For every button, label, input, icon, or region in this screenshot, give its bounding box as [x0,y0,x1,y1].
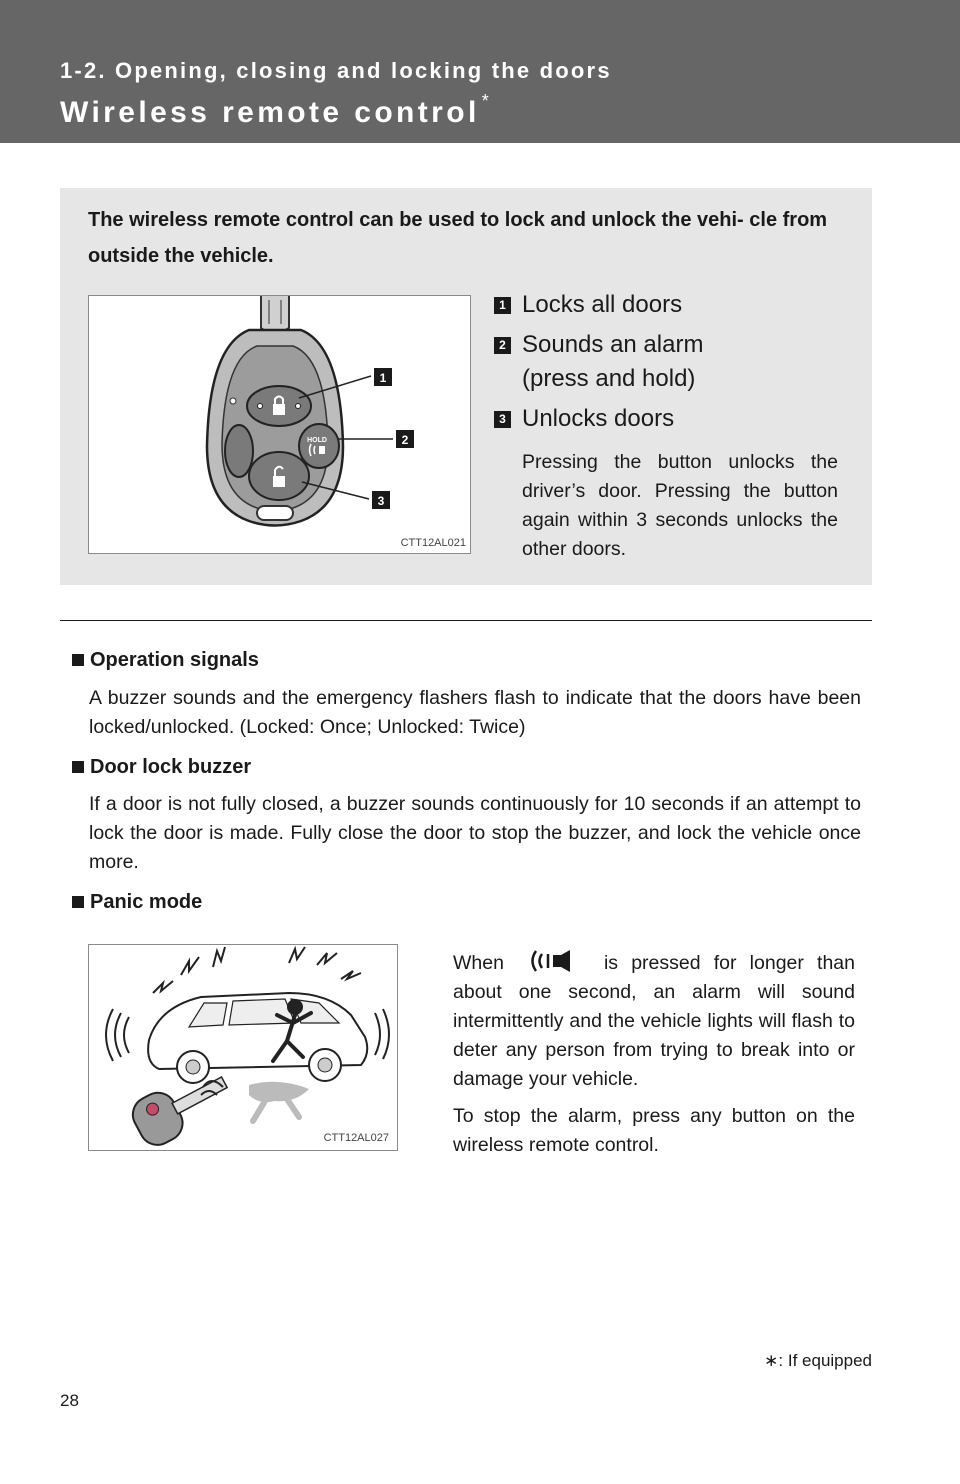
page-title [60,91,493,130]
item-body-operation-signals: A buzzer sounds and the emergency flashers flash to indicate that the doors have been locked/unlocked. (Locked: Once; Unlocked: Twice) [89,687,861,738]
intro-box [60,188,872,585]
item-heading-door-lock-buzzer: Door lock buzzer [72,756,251,779]
panic-car-illustration [89,945,397,1150]
callout-label: Sounds an alarm (press and hold) [522,331,704,392]
page-title-text: Wireless remote control [60,96,480,129]
section-label: 1-2. Opening, closing and locking the doors [60,58,612,83]
callout-marker-2 [396,430,414,448]
unlock-note: Pressing the button unlocks the driver’s door. Pressing the button again within 3 seconds unlocks the other doors. [522,451,838,560]
panic-paragraph: When is pressed for longer than about one second, an alarm will sound intermittently and the vehicle lights will flash to deter any person from trying to break into or damage your vehicle. [453,948,855,1094]
remote-key-illustration [89,296,470,553]
figure-code: CTT12AL027 [323,1132,389,1144]
remote-key-figure [88,295,471,554]
panic-mode-figure [88,944,398,1151]
panic-stop-paragraph: To stop the alarm, press any button on the wireless remote control. [453,1105,855,1156]
bullet-square-icon [72,761,84,773]
bullet-square-icon [72,896,84,908]
callout-marker-1 [374,368,392,386]
number-badge-1: 1 [494,297,511,314]
svg-text:1: 1 [379,371,387,385]
callout-label: Unlocks doors [522,405,675,432]
number-badge-2: 2 [494,337,511,354]
svg-text:2: 2 [401,433,409,447]
callout-item-1 [494,288,864,322]
callout-list [494,288,864,564]
callout-item-3 [494,402,864,436]
panic-mode-description [453,948,855,1168]
item-heading-panic-mode: Panic mode [72,891,202,914]
callout-marker-3 [372,491,390,509]
callout-item-2 [494,328,722,396]
alarm-button-icon [526,948,582,974]
page-header [0,0,960,143]
item-heading-operation-signals: Operation signals [72,649,259,672]
hold-label: HOLD [307,437,327,444]
if-equipped-mark: * [481,91,493,111]
figure-code: CTT12AL021 [400,537,466,549]
page-number: 28 [60,1391,79,1410]
footnote-if-equipped: ∗: If equipped [764,1351,872,1370]
number-badge-3: 3 [494,411,511,428]
intro-text: The wireless remote control can be used to lock and unlock the vehi- cle from outside the vehicle. [88,209,828,267]
bullet-square-icon [72,654,84,666]
svg-text:3: 3 [377,494,385,508]
item-body-door-lock-buzzer: If a door is not fully closed, a buzzer sounds continuously for 10 seconds if an attempt to lock the door is made. Fully close the door to stop the buzzer, and lock the vehicle once more. [89,793,861,873]
callout-label: Locks all doors [522,291,683,318]
section-divider [60,620,872,621]
